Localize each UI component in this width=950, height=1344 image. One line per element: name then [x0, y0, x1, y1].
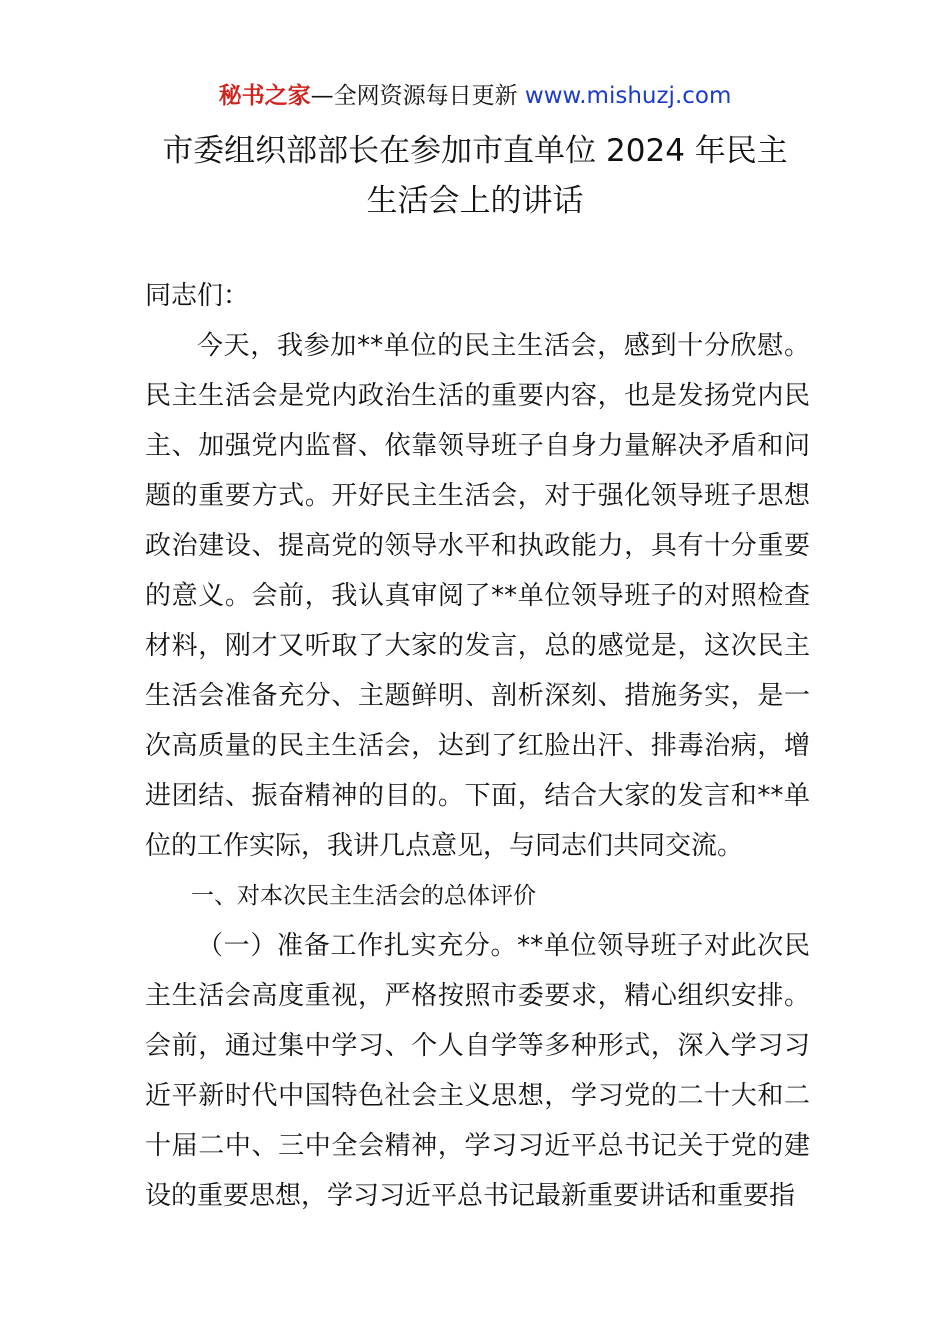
banner-url-link[interactable]: www.mishuzj.com [524, 83, 732, 109]
banner-tagline: —全网资源每日更新 [310, 83, 525, 109]
salutation: 同志们： [145, 281, 250, 311]
site-banner [0, 80, 950, 112]
paragraph-preparation: （一）准备工作扎实充分。**单位领导班子对此次民主生活会高度重视，严格按照市委要求，精心组织安排。会前，通过集中学习、个人自学等多种形式，深入学习习近平新时代中国特色社会主义思想，学习党的二十大和二十届二中、三中全会精神，学习习近平总书记关于党的建设的重要思想，学习习近平总书记最新重要讲话和重要指 [145, 931, 810, 1211]
paragraph-opening: 今天，我参加**单位的民主生活会，感到十分欣慰。民主生活会是党内政治生活的重要内容，也是发扬党内民主、加强党内监督、依靠领导班子自身力量解决矛盾和问题的重要方式。开好民主生活会，对于强化领导班子思想政治建设、提高党的领导水平和执政能力，具有十分重要的意义。会前，我认真审阅了**单位领导班子的对照检查材料，刚才又听取了大家的发言，总的感觉是，这次民主生活会准备充分、主题鲜明、剖析深刻、措施务实，是一次高质量的民主生活会，达到了红脸出汗、排毒治病，增进团结、振奋精神的目的。下面，结合大家的发言和**单位的工作实际，我讲几点意见，与同志们共同交流。 [145, 331, 810, 861]
section-heading-1: 一、对本次民主生活会的总体评价 [191, 883, 536, 909]
document-title [120, 126, 830, 226]
banner-brand: 秘书之家 [218, 83, 311, 109]
title-line-1: 市委组织部部长在参加市直单位 2024 年民主 [162, 133, 788, 169]
title-line-2: 生活会上的讲话 [366, 183, 584, 219]
document-body [145, 271, 810, 1221]
